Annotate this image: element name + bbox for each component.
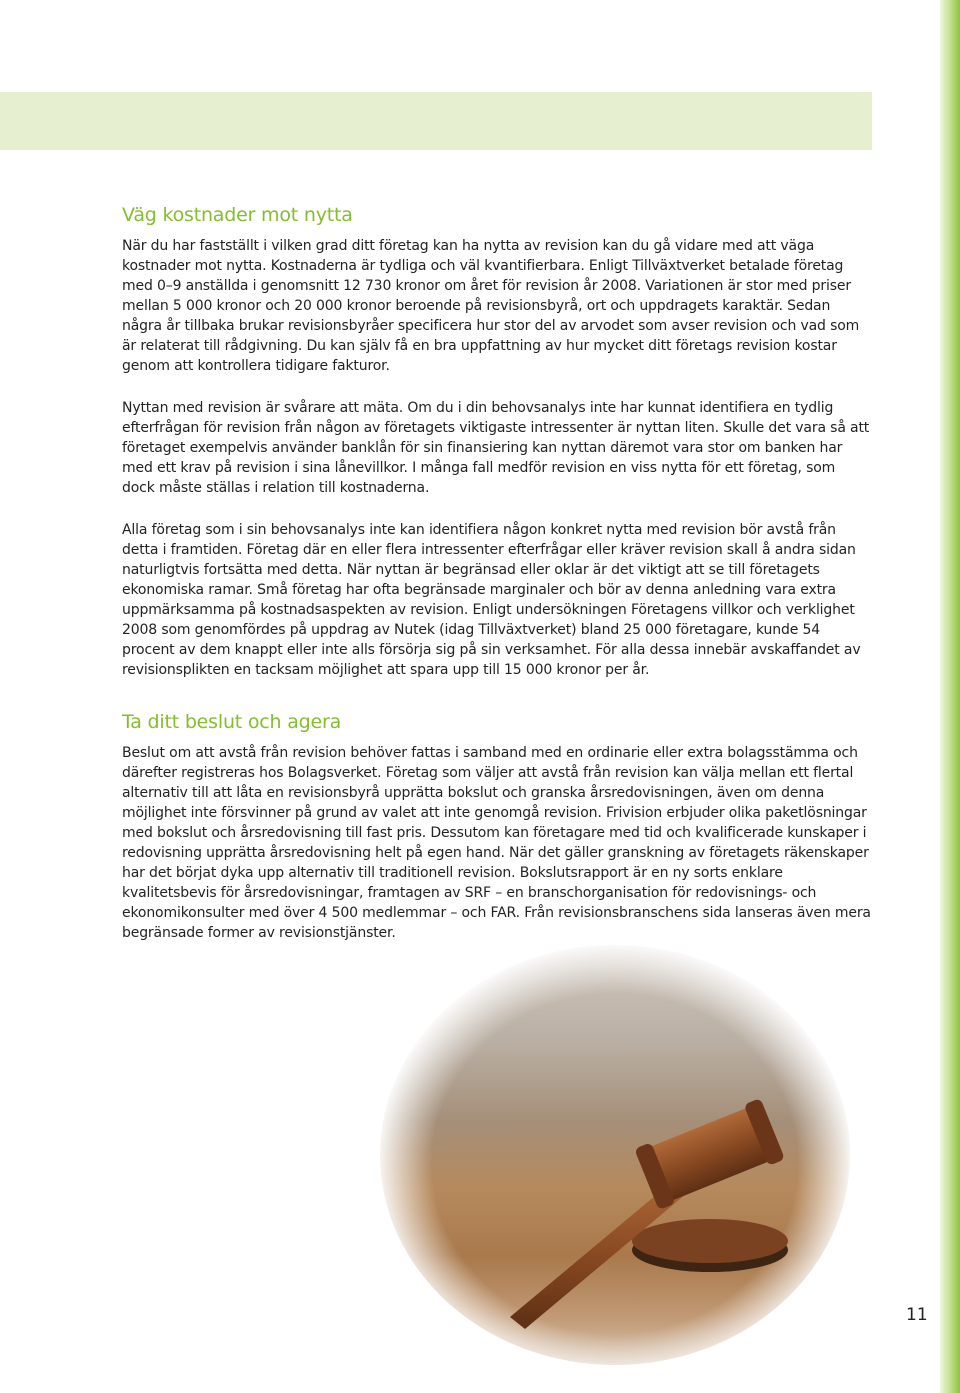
page-number: 11 [906, 1305, 928, 1325]
paragraph-decision: Beslut om att avstå från revision behöver fattas i samband med en ordinarie eller extra bolagsstämma och därefter registreras hos Bolagsverket. Företag som väljer att avstå från revision kan välja mellan ett flertal alternativ till att låta en revisionsbyrå upprätta bokslut och granska årsredovisningen, även om denna möjlighet inte försvinner på grund av valet att inte genomgå revision. Frivision erbjuder olika paketlösningar med bokslut och årsredovisning till fast pris. Dessutom kan företagare med tid och kvalificerade kunskaper i redovisning upprätta årsredovisning helt på egen hand. När det gäller granskning av företagets räkenskaper har det börjat dyka upp alternativ till traditionell revision. Bokslutsrapport är en ny sorts enklare kvalitetsbevis för årsredovisningar, framtagen av SRF – en branschorganisation för redovisnings- och ekonomikonsulter med över 4 500 medlemmar – och FAR. Från revisionsbranschens sida lanseras även mera begränsade former av revisionstjänster. [122, 745, 871, 941]
paragraph-recommendation: Alla företag som i sin behovsanalys inte kan identifiera någon konkret nytta med revision bör avstå från detta i framtiden. Företag där en eller flera intressenter efterfrågar eller kräver revision skall å andra sidan naturligtvis fortsätta med detta. När nyttan är begränsad eller oklar är det viktigt att se till företagets ekonomiska ramar. Små företag har ofta begränsade marginaler och bör av denna anledning vara extra uppmärksamma på kostnadsaspekten av revision. Enligt undersökningen Företagens villkor och verklighet 2008 som genomfördes på uppdrag av Nutek (idag Tillväxtverket) bland 25 000 företagare, kunde 54 procent av dem knappt eller inte alls försörja sig på sin verksamhet. För alla dessa innebär avskaffandet av revisionsplikten en tacksam möjlighet att spara upp till 15 000 kronor per år. [122, 522, 861, 678]
paragraph-benefit: Nyttan med revision är svårare att mäta. Om du i din behovsanalys inte har kunnat identifiera en tydlig efterfrågan för revision från någon av företagets viktigaste intressenter är nyttan liten. Skulle det vara så att företaget exempelvis använder banklån för sin finansiering kan nyttan däremot vara stor om banken har med ett krav på revision i sina lånevillkor. I många fall medför revision en viss nytta för ett företag, som dock måste ställas i relation till kostnaderna. [122, 400, 870, 496]
section-heading-costs: Väg kostnader mot nytta [122, 204, 353, 226]
gavel-photo [380, 945, 850, 1365]
section-heading-decision: Ta ditt beslut och agera [122, 711, 342, 733]
gavel-icon [380, 945, 850, 1365]
paragraph-costs: När du har fastställt i vilken grad ditt företag kan ha nytta av revision kan du gå vidare med att väga kostnader mot nytta. Kostnaderna är tydliga och väl kvantifierbara. Enligt Tillväxtverket betalade företag med 0–9 anställda i genomsnitt 12 730 kronor om året för revision år 2008. Variationen är stor med priser mellan 5 000 kronor och 20 000 kronor beroende på revisionsbyrå, ort och uppdragets karaktär. Sedan några år tillbaka brukar revisionsbyråer specificera hur stor del av arvodet som avser revision och vad som är relaterat till rådgivning. Du kan själv få en bra uppfattning av hur mycket ditt företags revision kostar genom att kontrollera tidigare fakturor. [122, 238, 860, 374]
side-accent-strip [940, 0, 960, 1393]
header-band [0, 92, 872, 150]
